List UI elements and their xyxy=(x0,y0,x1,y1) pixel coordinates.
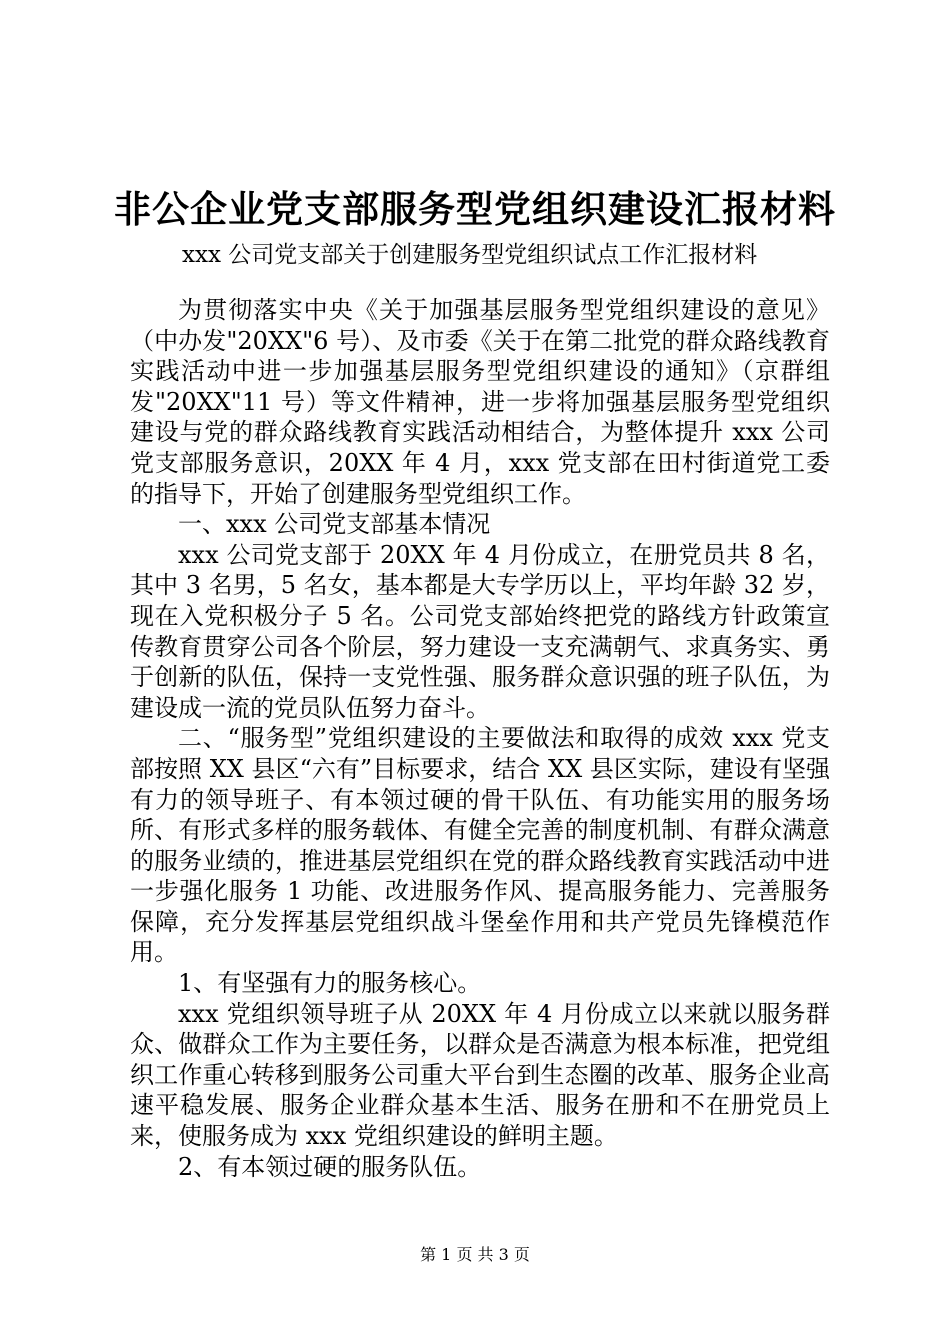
document-subtitle: xxx 公司党支部关于创建服务型党组织试点工作汇报材料 xyxy=(182,242,758,268)
paragraph-intro: 为贯彻落实中央《关于加强基层服务型党组织建设的意见》（中办发"20XX"6 号）、及市委《关于在第二批党的群众路线教育实践活动中进一步加强基层服务型党组织建设的通知》（京群组发"20XX"11 号）等文件精神，进一步将加强基层服务型党组织建设与党的群众路线教育实践活动相结合，为整体提升 xxx 公司党支部服务意识，20XX 年 4 月，xxx 党支部在田村街道党工委的指导下，开始了创建服务型党组织工作。 xyxy=(130,296,830,508)
paragraph-service-core: xxx 党组织领导班子从 20XX 年 4 月份成立以来就以服务群众、做群众工作为主要任务，以群众是否满意为根本标准，把党组织工作重心转移到服务公司重大平台到生态圈的改革、服务企业高速平稳发展、服务企业群众基本生活、服务在册和不在册党员上来，使服务成为 xxx 党组织建设的鲜明主题。 xyxy=(130,999,830,1151)
document-body xyxy=(130,295,830,1182)
paragraph-basic-info: xxx 公司党支部于 20XX 年 4 月份成立，在册党员共 8 名，其中 3 名男，5 名女，基本都是大专学历以上，平均年龄 32 岁，现在入党积极分子 5 名。公司党支部始终把党的路线方针政策宣传教育贯穿公司各个阶层，努力建设一支充满朝气、求真务实、勇于创新的队伍，保持一支党性强、服务群众意识强的班子队伍，为建设成一流的党员队伍努力奋斗。 xyxy=(130,540,830,722)
subheading-2: 2、有本领过硬的服务队伍。 xyxy=(178,1152,482,1181)
subheading-1: 1、有坚强有力的服务核心。 xyxy=(178,969,482,998)
document-title: 非公企业党支部服务型党组织建设汇报材料 xyxy=(114,187,836,231)
page-number-footer: 第 1 页 共 3 页 xyxy=(420,1245,530,1264)
section-heading-2: 二、“服务型”党组织建设的主要做法和取得的成效 xxx 党支部按照 XX 县区“六有”目标要求，结合 XX 县区实际，建设有坚强有力的领导班子、有本领过硬的骨干队伍、有功能实用的服务场所、有形式多样的服务载体、有健全完善的制度机制、有群众满意的服务业绩的，推进基层党组织在党的群众路线教育实践活动中进一步强化服务 1 功能、改进服务作风、提高服务能力、完善服务保障，充分发挥基层党组织战斗堡垒作用和共产党员先锋模范作用。 xyxy=(130,724,830,967)
section-heading-1: 一、xxx 公司党支部基本情况 xyxy=(178,510,491,539)
